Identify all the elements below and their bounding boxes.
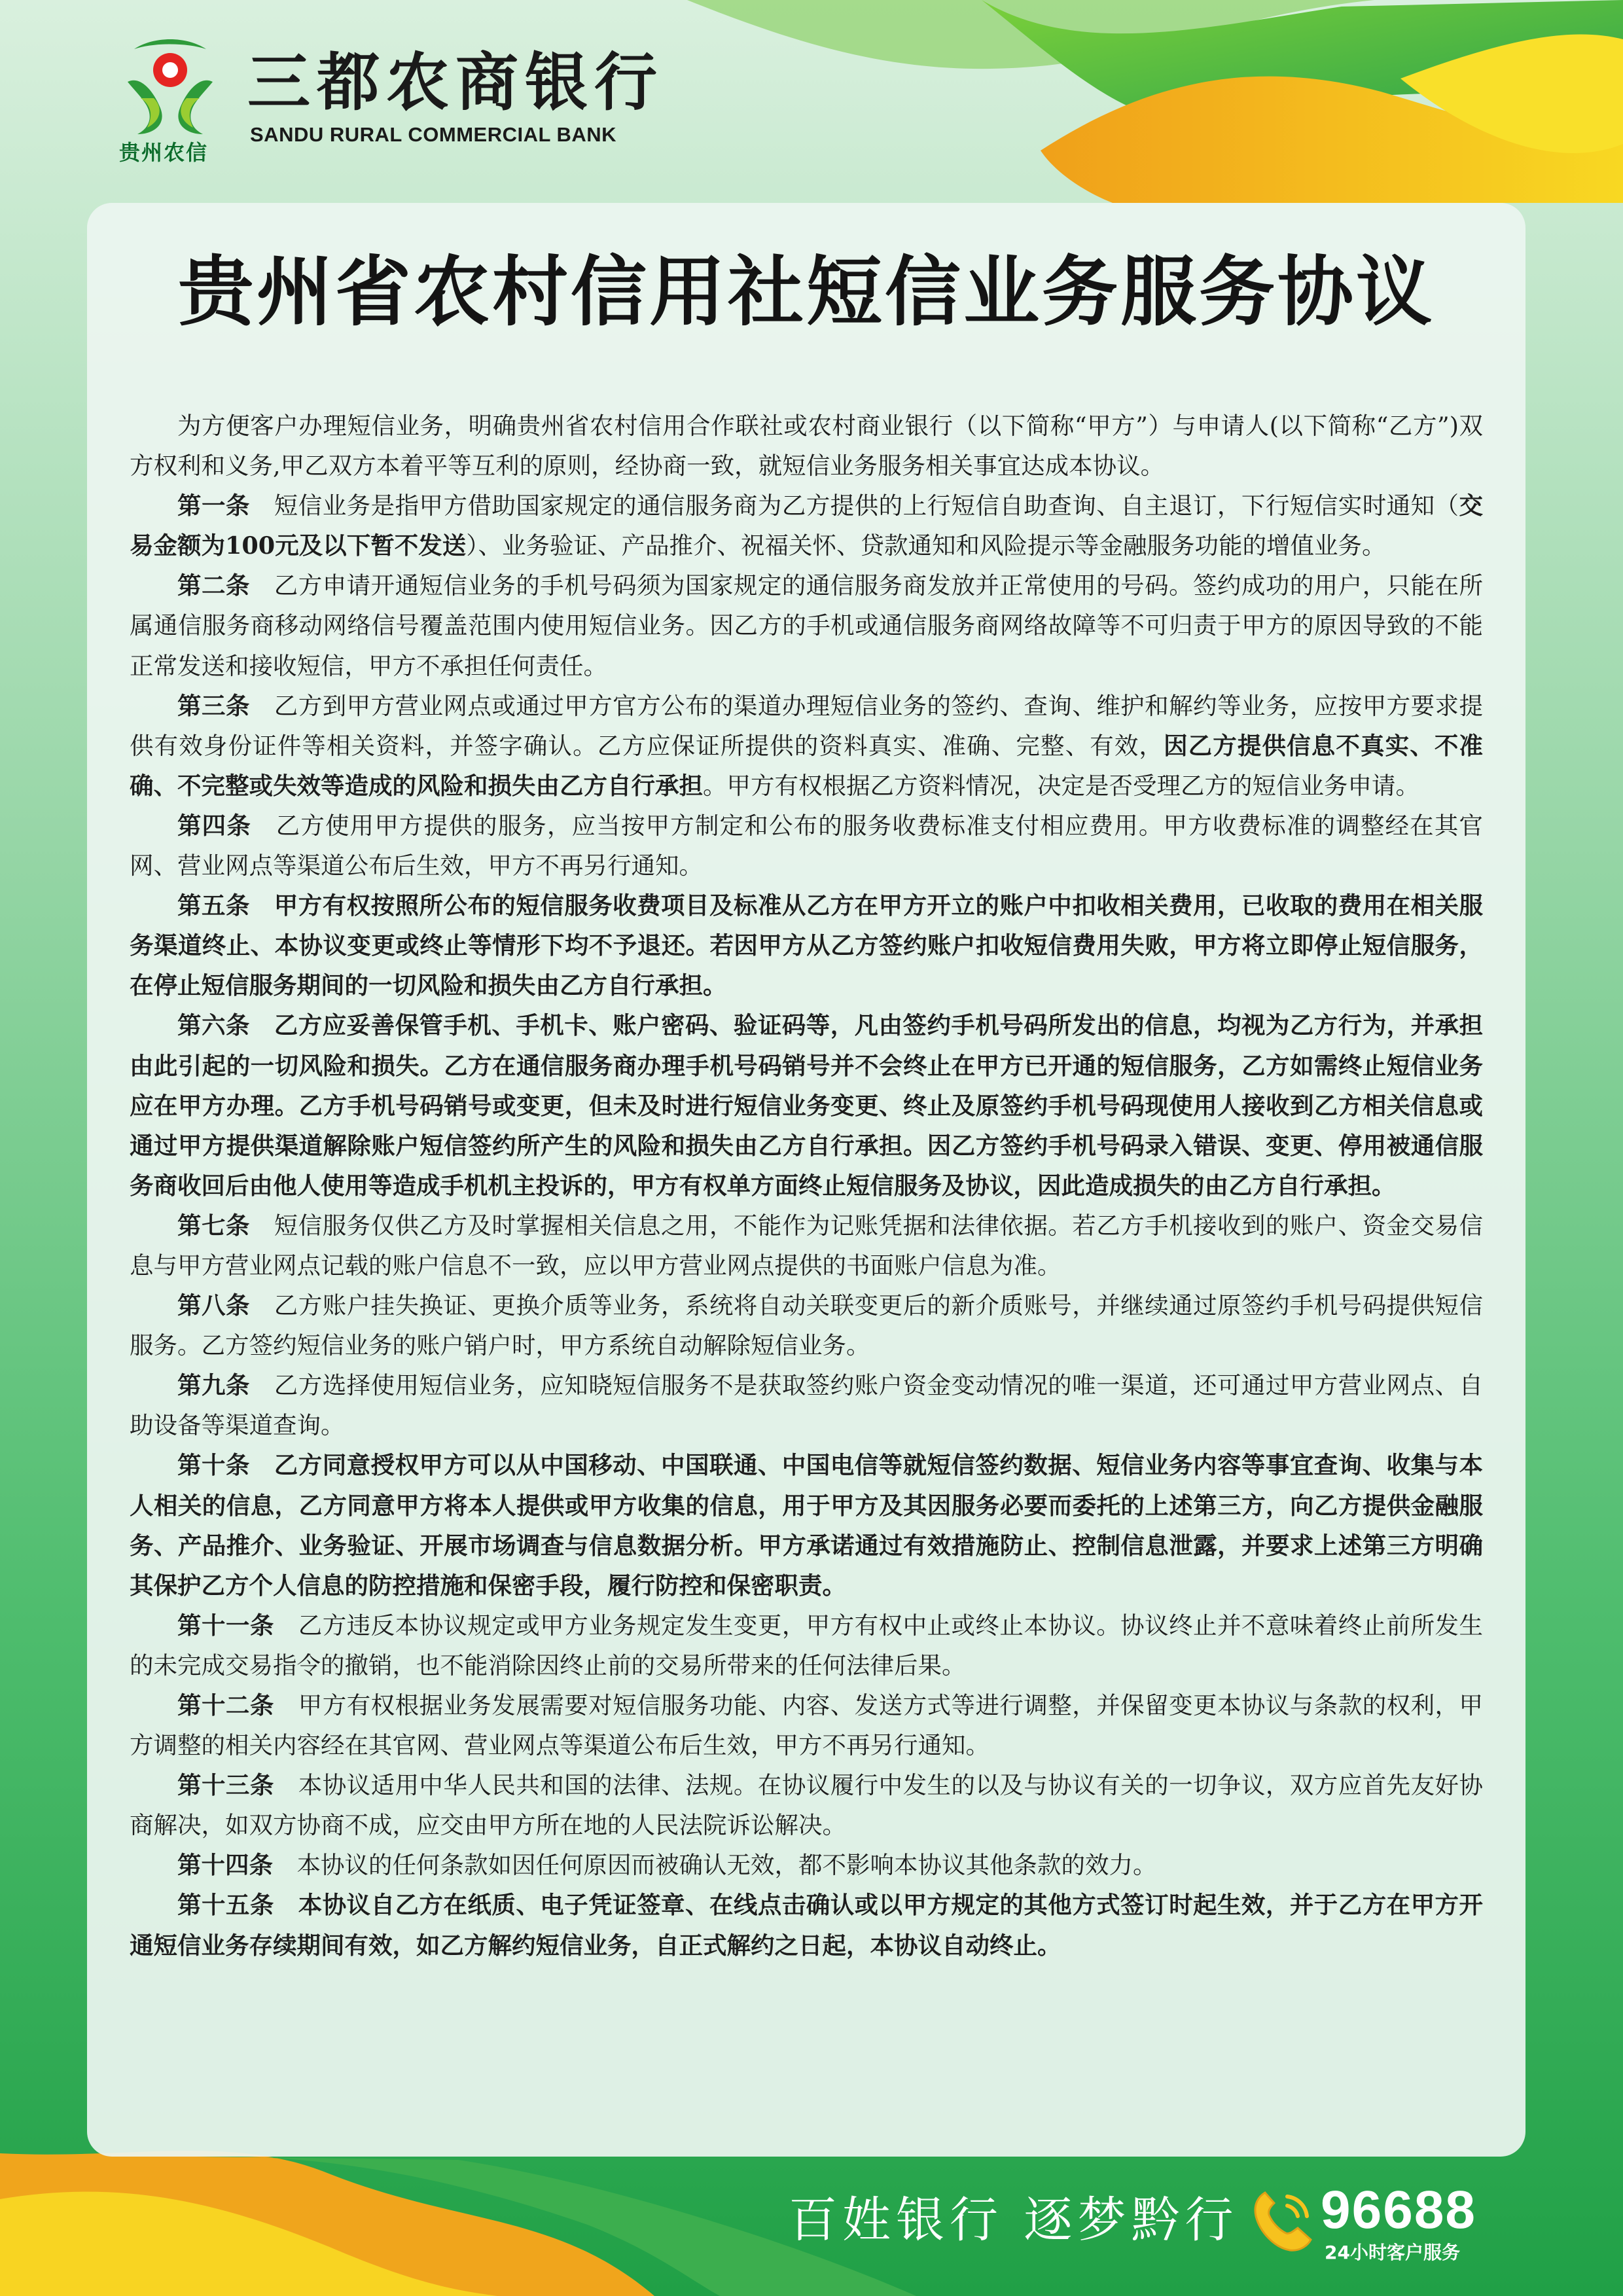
clause-text: 乙方申请开通短信业务的手机号码须为国家规定的通信服务商发放并正常使用的号码。签约成功的用户，只能在所属通信服务商移动网络信号覆盖范围内使用短信业务。因乙方的手机或通信服务商网络故障等不可归责于甲方的原因导致的不能正常发送和接收短信，甲方不承担任何责任。: [130, 571, 1484, 680]
clause-text: 乙方同意授权甲方可以从中国移动、中国联通、中国电信等就短信签约数据、短信业务内容等事宜查询、收集与本人相关的信息，乙方同意甲方将本人提供或甲方收集的信息，用于甲方及其因服务必要而委托的上述第三方，向乙方提供金融服务、产品推介、业务验证、开展市场调查与信息数据分析。甲方承诺通过有效措施防止、控制信息泄露，并要求上述第三方明确其保护乙方个人信息的防控措施和保密手段，履行防控和保密职责。: [130, 1451, 1484, 1600]
clause-paragraph: [130, 806, 1483, 886]
clause-text: 短信服务仅供乙方及时掌握相关信息之用，不能作为记账凭据和法律依据。若乙方手机接收到的账户、资金交易信息与甲方营业网点记载的账户信息不一致，应以甲方营业网点提供的书面账户信息为准。: [130, 1211, 1484, 1280]
hotline-number: 96688: [1321, 2180, 1477, 2240]
clause-label: 第七条: [177, 1211, 250, 1240]
clause-text: 乙方应妥善保管手机、手机卡、账户密码、验证码等，凡由签约手机号码所发出的信息，均视为乙方行为，并承担由此引起的一切风险和损失。乙方在通信服务商办理手机号码销号并不会终止在甲方已开通的短信服务，乙方如需终止短信业务应在甲方办理。乙方手机号码销号或变更，但未及时进行短信业务变更、终止及原签约手机号码现使用人接收到乙方相关信息或通过甲方提供渠道解除账户短信签约所产生的风险和损失由乙方自行承担。因乙方签约手机号码录入错误、变更、停用被通信服务商收回后由他人使用等造成手机机主投诉的，甲方有权单方面终止短信服务及协议，因此造成损失的由乙方自行承担。: [130, 1011, 1484, 1200]
bank-name-cn: 三都农商银行: [247, 46, 664, 119]
clause-text: 本协议的任何条款如因任何原因而被确认无效，都不影响本协议其他条款的效力。: [296, 1851, 1157, 1880]
clause-paragraph: [130, 1885, 1483, 1965]
clause-list: [130, 486, 1483, 1965]
clause-paragraph: [130, 1605, 1483, 1685]
clause-text: 乙方违反本协议规定或甲方业务规定发生变更，甲方有权中止或终止本协议。协议终止并不意味着终止前所发生的未完成交易指令的撤销，也不能消除因终止前的交易所带来的任何法律后果。: [130, 1611, 1484, 1679]
clause-paragraph: [130, 1845, 1483, 1885]
clause-paragraph: [130, 1365, 1483, 1445]
clause-paragraph: [130, 886, 1483, 1005]
clause-text: 。甲方有权根据乙方资料情况，决定是否受理乙方的短信业务申请。: [703, 771, 1419, 800]
clause-text: 因乙方提供信息不真实、不准确、不完整或失效等造成的风险和损失由乙方自行承担: [130, 731, 1484, 800]
clause-paragraph: [130, 1285, 1483, 1365]
clause-label: 第五条: [177, 891, 250, 920]
clause-paragraph: [130, 1005, 1483, 1205]
clause-label: 第六条: [177, 1011, 250, 1040]
clause-label: 第十二条: [177, 1691, 274, 1719]
clause-label: 第十四条: [177, 1851, 273, 1880]
clause-label: 第十三条: [177, 1771, 274, 1800]
clause-label: 第二条: [177, 571, 250, 600]
clause-paragraph: [130, 565, 1483, 685]
footer-slogan: 百姓银行 逐梦黔行: [789, 2192, 1239, 2248]
clause-text: 本协议适用中华人民共和国的法律、法规。在协议履行中发生的以及与协议有关的一切争议，双方应首先友好协商解决，如双方协商不成，应交由甲方所在地的人民法院诉讼解决。: [130, 1771, 1484, 1840]
clause-label: 第九条: [177, 1371, 250, 1400]
clause-text: 乙方使用甲方提供的服务，应当按甲方制定和公布的服务收费标准支付相应费用。甲方收费标准的调整经在其官网、营业网点等渠道公布后生效，甲方不再另行通知。: [130, 811, 1484, 880]
clause-paragraph: [130, 1765, 1483, 1845]
hotline-caption: 24小时客户服务: [1325, 2242, 1460, 2263]
clause-text: 乙方选择使用短信业务，应知晓短信服务不是获取签约账户资金变动情况的唯一渠道，还可通过甲方营业网点、自助设备等渠道查询。: [130, 1371, 1484, 1440]
clause-text: 甲方有权按照所公布的短信服务收费项目及标准从乙方在甲方开立的账户中扣收相关费用，已收取的费用在相关服务渠道终止、本协议变更或终止等情形下均不予退还。若因甲方从乙方签约账户扣收短信费用失败，甲方将立即停止短信服务，在停止短信服务期间的一切风险和损失由乙方自行承担。: [130, 891, 1484, 1000]
intro-paragraph: [130, 406, 1483, 486]
logo-caption: 贵州农信: [119, 140, 209, 165]
clause-paragraph: [130, 1685, 1483, 1765]
clause-label: 第十五条: [177, 1891, 274, 1920]
clause-paragraph: [130, 1206, 1483, 1285]
clause-text: 交易金额为100元及以下暂不发送: [130, 492, 1484, 560]
clause-label: 第十一条: [177, 1611, 274, 1640]
clause-text: 本协议自乙方在纸质、电子凭证签章、在线点击确认或以甲方规定的其他方式签订时起生效，并于乙方在甲方开通短信业务存续期间有效，如乙方解约短信业务，自正式解约之日起，本协议自动终止。: [130, 1891, 1484, 1960]
clause-label: 第八条: [177, 1291, 250, 1320]
clause-text: 短信业务是指甲方借助国家规定的通信服务商为乙方提供的上行短信自助查询、自主退订，下行短信实时通知（: [274, 492, 1459, 520]
clause-text: ）、业务验证、产品推介、祝福关怀、贷款通知和风险提示等金融服务功能的增值业务。: [466, 531, 1386, 560]
clause-label: 第一条: [177, 492, 250, 520]
bank-name-en: SANDU RURAL COMMERCIAL BANK: [250, 123, 617, 146]
document-title: 贵州省农村信用社短信业务服务协议: [178, 247, 1435, 336]
intro-text: 为方便客户办理短信业务，明确贵州省农村信用合作联社或农村商业银行（以下简称“甲方”）与申请人(以下简称“乙方”)双方权利和义务,甲乙双方本着平等互利的原则，经协商一致，就短信业务服务相关事宜达成本协议。: [130, 412, 1483, 480]
clause-paragraph: [130, 486, 1483, 565]
clause-text: 甲方有权根据业务发展需要对短信服务功能、内容、发送方式等进行调整，并保留变更本协议与条款的权利，甲方调整的相关内容经在其官网、营业网点等渠道公布后生效，甲方不再另行通知。: [130, 1691, 1484, 1760]
clause-text: 乙方账户挂失换证、更换介质等业务，系统将自动关联变更后的新介质账号，并继续通过原签约手机号码提供短信服务。乙方签约短信业务的账户销户时，甲方系统自动解除短信业务。: [130, 1291, 1484, 1360]
agreement-body: [130, 406, 1483, 1965]
clause-paragraph: [130, 686, 1483, 806]
clause-paragraph: [130, 1445, 1483, 1605]
clause-label: 第十条: [177, 1451, 250, 1480]
clause-text: 乙方到甲方营业网点或通过甲方官方公布的渠道办理短信业务的签约、查询、维护和解约等业务，应按甲方要求提供有效身份证件等相关资料，并签字确认。乙方应保证所提供的资料真实、准确、完整、有效，: [130, 691, 1484, 760]
clause-label: 第三条: [177, 691, 250, 720]
clause-label: 第四条: [177, 811, 251, 840]
phone-icon: [1247, 2185, 1319, 2257]
